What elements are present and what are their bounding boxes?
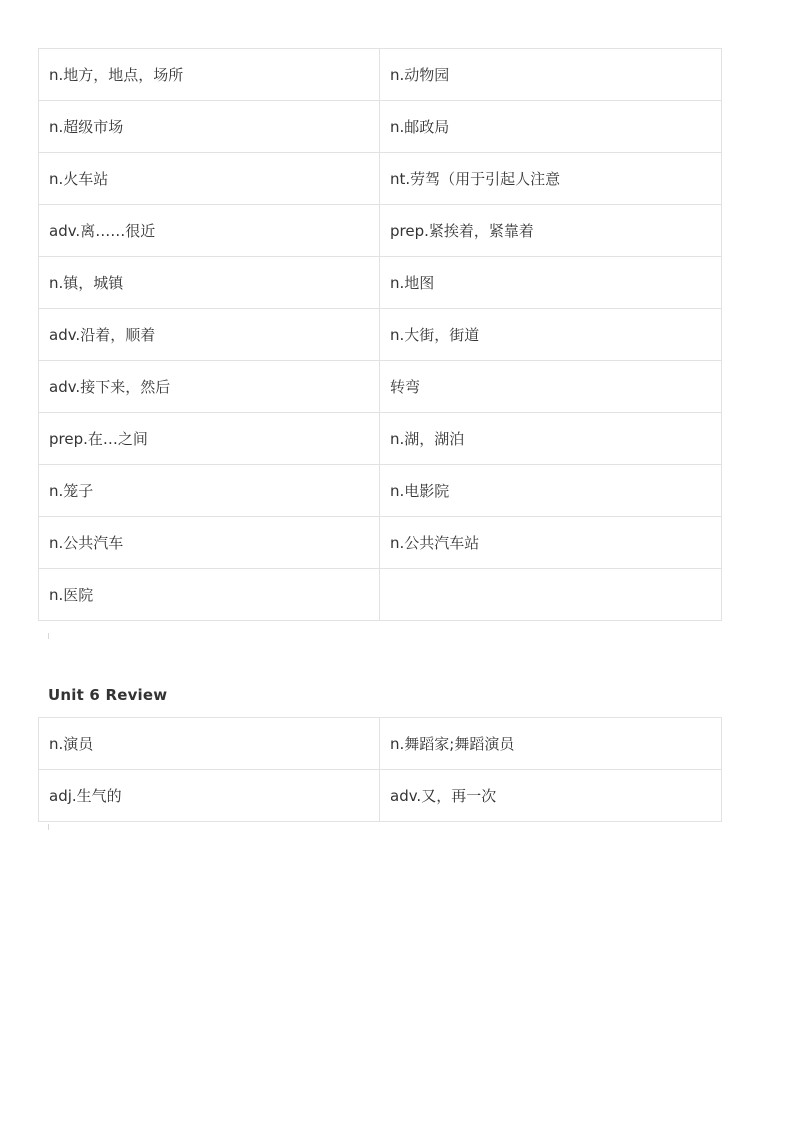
table-cell-meaning: n.舞蹈家;舞蹈演员: [380, 718, 722, 770]
section-heading: Unit 6 Review: [48, 686, 168, 704]
table-row: [39, 153, 722, 205]
table-cell-meaning: n.公共汽车站: [380, 517, 722, 569]
table-cell-meaning: nt.劳驾（用于引起人注意: [380, 153, 722, 205]
table-cell-meaning: n.火车站: [39, 153, 380, 205]
table-body: [39, 49, 722, 621]
table-row: [39, 569, 722, 621]
table-cell-meaning: n.大街，街道: [380, 309, 722, 361]
table-row: [39, 465, 722, 517]
table-row: [39, 257, 722, 309]
table-cell-meaning: n.超级市场: [39, 101, 380, 153]
table-cell-meaning: adv.又，再一次: [380, 770, 722, 822]
vocab-table-unit5: [38, 48, 722, 621]
table-row: [39, 309, 722, 361]
table-cell-meaning: n.动物园: [380, 49, 722, 101]
vocab-table-unit6: [38, 717, 722, 822]
table-cell-meaning: prep.紧挨着，紧靠着: [380, 205, 722, 257]
table-cell-meaning: n.演员: [39, 718, 380, 770]
table-cell-meaning: n.镇，城镇: [39, 257, 380, 309]
paragraph-mark: [48, 824, 49, 830]
table-row: [39, 49, 722, 101]
table-cell-meaning: 转弯: [380, 361, 722, 413]
table-cell-meaning: n.湖，湖泊: [380, 413, 722, 465]
table-cell-meaning: n.邮政局: [380, 101, 722, 153]
table-body: [39, 718, 722, 822]
table-cell-meaning: n.笼子: [39, 465, 380, 517]
table-row: [39, 517, 722, 569]
table-cell-meaning: adv.接下来，然后: [39, 361, 380, 413]
table-row: [39, 413, 722, 465]
table-row: [39, 718, 722, 770]
paragraph-mark: [48, 633, 49, 639]
table-cell-meaning: adv.离……很近: [39, 205, 380, 257]
table-cell-meaning: n.医院: [39, 569, 380, 621]
table-row: [39, 205, 722, 257]
table-cell-meaning: n.地方，地点，场所: [39, 49, 380, 101]
table-cell-meaning: n.公共汽车: [39, 517, 380, 569]
table-row: [39, 770, 722, 822]
table-row: [39, 361, 722, 413]
table-cell-meaning: n.地图: [380, 257, 722, 309]
table-cell-meaning: adj.生气的: [39, 770, 380, 822]
table-cell-meaning: n.电影院: [380, 465, 722, 517]
table-row: [39, 101, 722, 153]
table-cell-empty: [380, 569, 722, 621]
table-cell-meaning: prep.在…之间: [39, 413, 380, 465]
table-cell-meaning: adv.沿着，顺着: [39, 309, 380, 361]
